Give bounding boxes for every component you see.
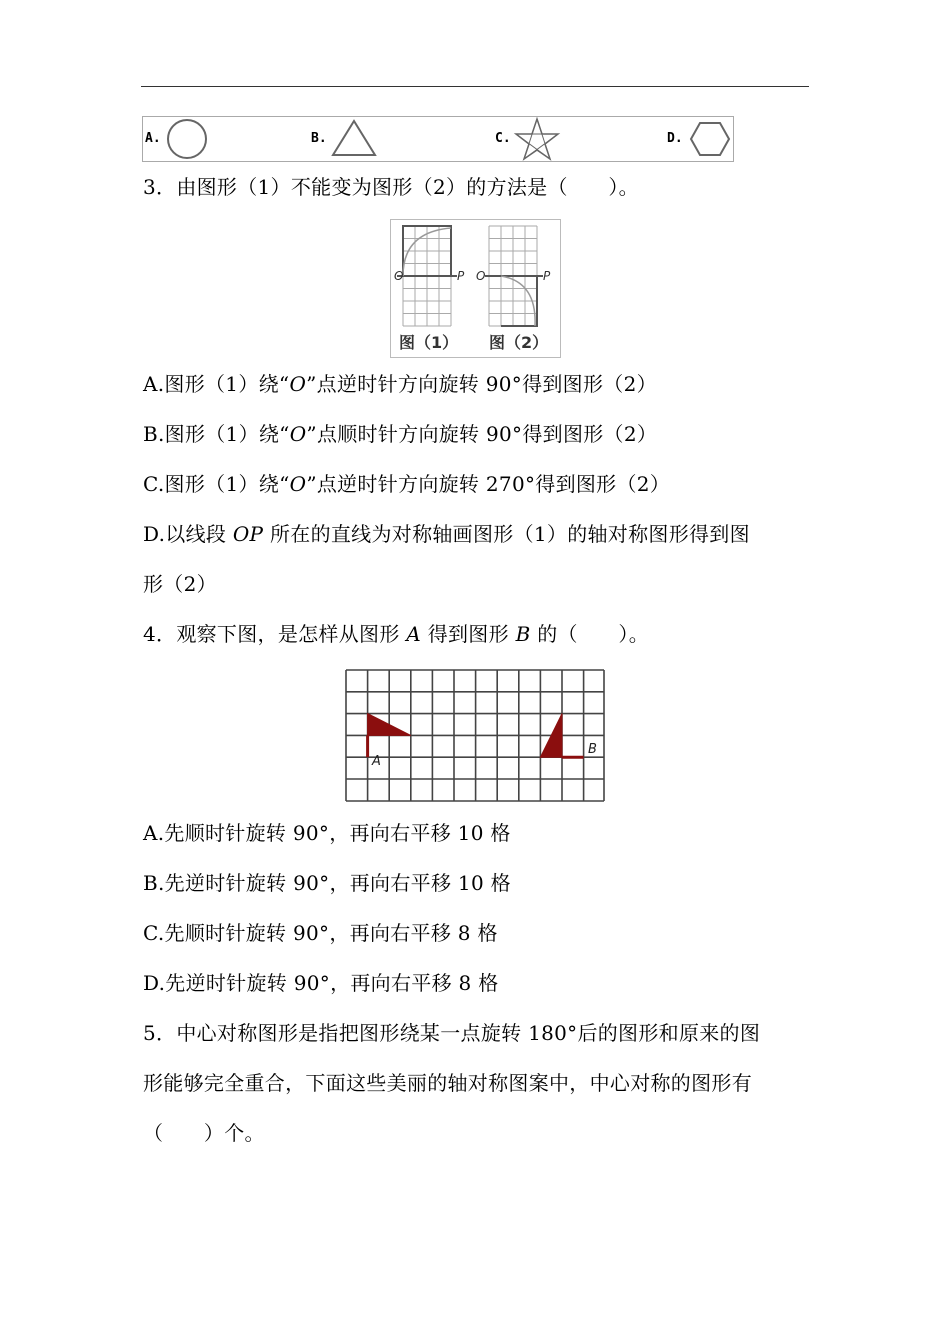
q3-label-p2: P xyxy=(543,269,551,283)
circle-icon xyxy=(165,117,211,161)
q3-label-o2: O xyxy=(476,269,486,283)
q4-figure xyxy=(344,668,606,803)
q3-option-b: B.图形（1）绕“O”点顺时针方向旋转 90°得到图形（2） xyxy=(143,422,658,446)
q2-option-d-letter: D. xyxy=(667,131,683,146)
q2-option-a-letter: A. xyxy=(145,131,161,146)
q3-label-p1: P xyxy=(457,269,465,283)
q4-option-a: A.先顺时针旋转 90°，再向右平移 10 格 xyxy=(143,821,511,845)
q3-option-a: A.图形（1）绕“O”点逆时针方向旋转 90°得到图形（2） xyxy=(143,372,657,396)
q3-caption-2: 图（2） xyxy=(489,333,549,352)
q2-option-b-letter: B. xyxy=(311,131,327,146)
q3-option-d-continued: 形（2） xyxy=(143,572,217,596)
q3-option-d: D.以线段 OP 所在的直线为对称轴画图形（1）的轴对称图形得到图 xyxy=(143,522,750,546)
q4-option-c: C.先顺时针旋转 90°，再向右平移 8 格 xyxy=(143,921,498,945)
q3-stem: 3．由图形（1）不能变为图形（2）的方法是（ ）。 xyxy=(143,175,639,199)
q2-shape-options xyxy=(142,116,734,162)
q3-figure xyxy=(390,219,561,358)
q3-label-o1: O xyxy=(394,269,404,283)
label-b: B xyxy=(588,742,597,757)
rotation-grid-figure xyxy=(391,220,560,357)
q5-stem-line2: 形能够完全重合，下面这些美丽的轴对称图案中，中心对称的图形有 xyxy=(143,1071,752,1095)
q4-stem: 4．观察下图，是怎样从图形 A 得到图形 B 的（ ）。 xyxy=(143,622,650,646)
q3-caption-1: 图（1） xyxy=(399,333,459,352)
q4-option-b: B.先逆时针旋转 90°，再向右平移 10 格 xyxy=(143,871,511,895)
hexagon-icon xyxy=(689,117,733,161)
label-a: A xyxy=(372,754,381,769)
q3-option-c: C.图形（1）绕“O”点逆时针方向旋转 270°得到图形（2） xyxy=(143,472,671,496)
star-icon xyxy=(513,117,561,161)
q4-option-d: D.先逆时针旋转 90°，再向右平移 8 格 xyxy=(143,971,499,995)
triangle-icon xyxy=(331,117,379,161)
translation-grid-figure xyxy=(344,668,606,803)
q5-stem-line1: 5．中心对称图形是指把图形绕某一点旋转 180°后的图形和原来的图 xyxy=(143,1021,761,1045)
q2-option-c-letter: C. xyxy=(495,131,511,146)
q5-stem-line3: （ ）个。 xyxy=(143,1121,265,1145)
header-rule xyxy=(141,86,809,87)
